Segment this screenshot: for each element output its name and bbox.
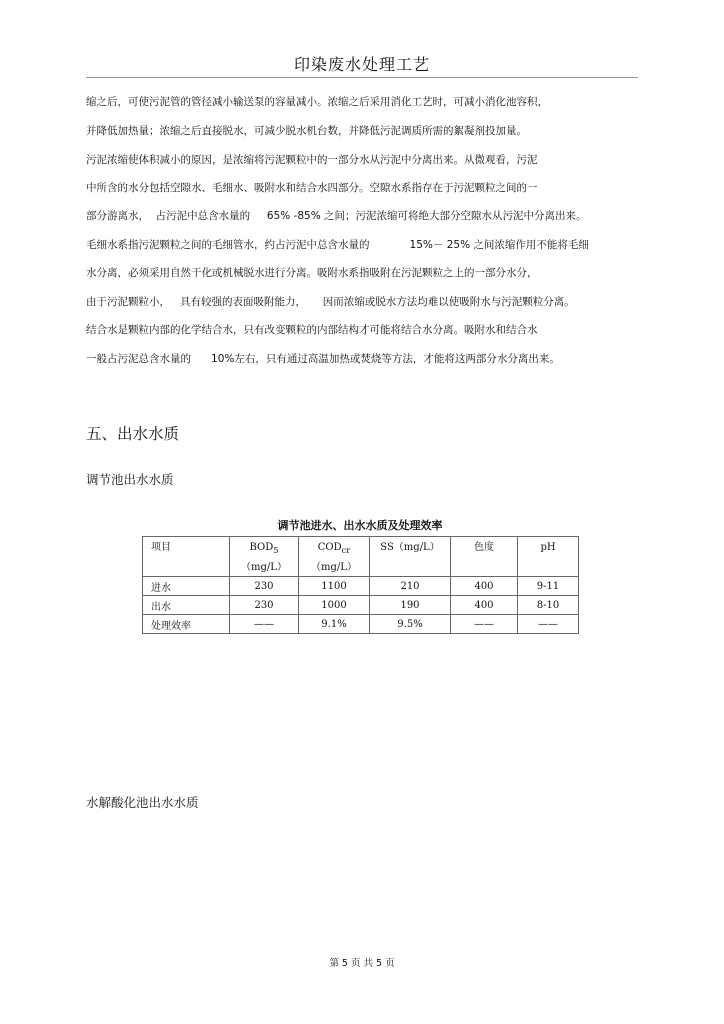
paragraph-line: 一般占污泥总含水量的 10%左右，只有通过高温加热或焚烧等方法，才能将这两部分水分离出来。 [86,353,560,365]
table-cell: —— [518,615,579,634]
table-cell: 230 [230,596,299,615]
paragraph-line: 结合水是颗粒内部的化学结合水，只有改变颗粒的内部结构才可能将结合水分离。吸附水和结合水 [86,324,538,336]
table-cell: 210 [370,577,451,596]
subsection-heading-hydrolysis-tank: 水解酸化池出水水质 [86,795,199,810]
header-cod-subscript: cr [341,545,351,555]
paragraph-line: 由于污泥颗粒小， 具有较强的表面吸附能力， 因而浓缩或脱水方法均难以使吸附水与污泥颗粒分离。 [86,296,575,308]
subsection-heading-regulating-tank: 调节池出水水质 [86,472,174,487]
table-cell: 1100 [299,577,370,596]
paragraph-line: 水分离，必须采用自然干化或机械脱水进行分离。吸附水系指吸附在污泥颗粒之上的一部分水分， [86,267,538,279]
table-cell: —— [230,615,299,634]
table-header-row [143,537,579,577]
header-item [143,537,230,577]
table-cell: 9.5% [370,615,451,634]
header-color: 色度 [451,537,518,577]
header-bod [230,537,299,577]
table-cell: 400 [451,577,518,596]
header-ss: SS（mg/L） [370,537,451,577]
header-divider [86,77,638,78]
paragraph-line: 中所含的水分包括空隙水、毛细水、吸附水和结合水四部分。空隙水系指存在于污泥颗粒之间的一 [86,182,538,194]
row-label: 出水 [143,596,230,615]
paragraph-line: 缩之后，可使污泥管的管径减小输送泵的容量减小。浓缩之后采用消化工艺时，可减小消化池容积， [86,96,548,108]
document-header-title: 印染废水处理工艺 [293,55,430,74]
table-row [143,615,579,634]
page-footer: 第 5 页 共 5 页 [329,958,395,969]
header-item-label: 项目 [151,542,171,553]
paragraph-line: 并降低加热量；浓缩之后直接脱水，可减少脱水机台数，并降低污泥调质所需的絮凝剂投加量。 [86,125,527,137]
water-quality-table [142,536,579,634]
section-heading: 五、出水水质 [86,425,180,443]
row-label: 处理效率 [143,615,230,634]
paragraph-line: 部分游离水， 占污泥中总含水量的 65% -85% 之间；污泥浓缩可将绝大部分空隙水从污泥中分离出来。 [86,210,587,222]
table-cell: 9-11 [518,577,579,596]
header-cod [299,537,370,577]
header-ph: pH [518,537,579,577]
header-cod-unit: （mg/L） [311,562,357,573]
table-caption: 调节池进水、出水水质及处理效率 [277,519,443,532]
header-cod-label: COD [317,542,342,553]
table-cell: 9.1% [299,615,370,634]
table-cell: 1000 [299,596,370,615]
table-cell: 230 [230,577,299,596]
paragraph-line: 污泥浓缩使体积减小的原因，是浓缩将污泥颗粒中的一部分水从污泥中分离出来。从微观看，污泥 [86,154,538,166]
table-cell: —— [451,615,518,634]
table-row [143,577,579,596]
paragraph-line: 毛细水系指污泥颗粒之间的毛细管水，约占污泥中总含水量的 15%－ 25% 之间浓缩作用不能将毛细 [86,239,589,251]
header-bod-unit: （mg/L） [241,562,287,573]
header-bod-subscript: 5 [273,545,279,555]
table-row [143,596,579,615]
table-cell: 190 [370,596,451,615]
row-label: 进水 [143,577,230,596]
table-cell: 8-10 [518,596,579,615]
header-bod-label: BOD [249,542,274,553]
table-cell: 400 [451,596,518,615]
